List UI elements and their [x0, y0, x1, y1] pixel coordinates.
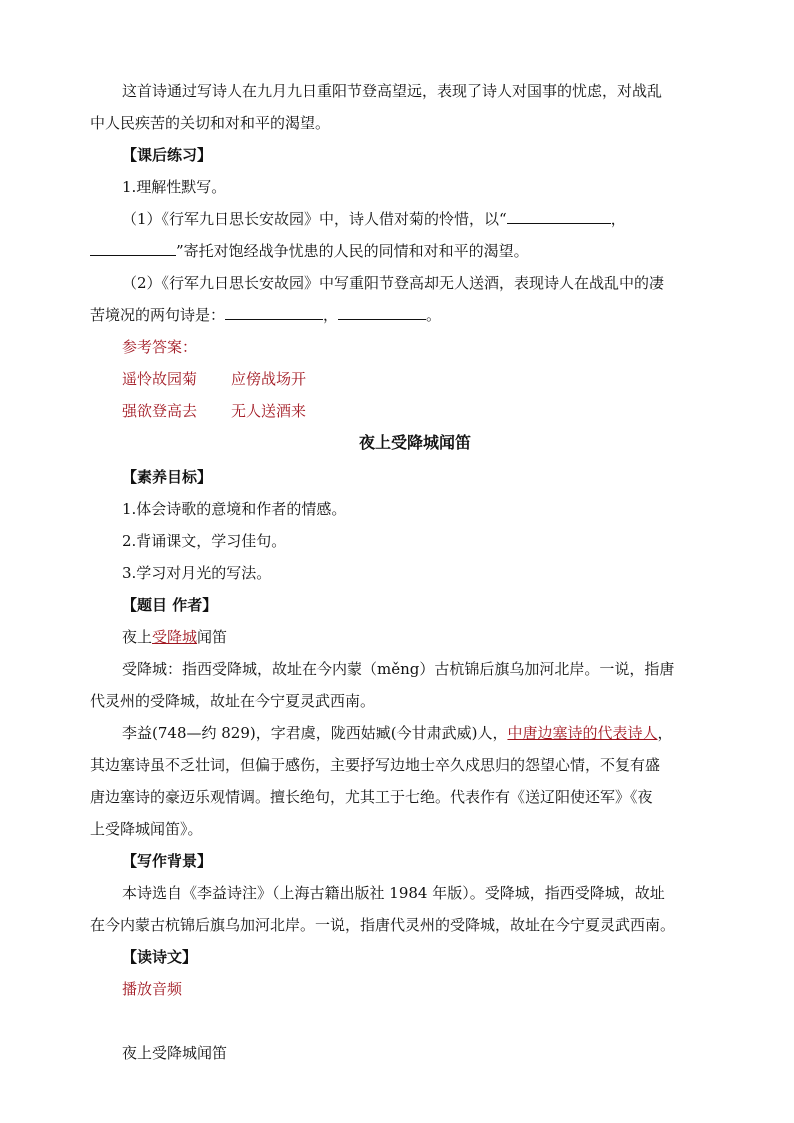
intro-line-1: 这首诗通过写诗人在九月九日重阳节登高望远，表现了诗人对国事的忧虑，对战乱: [122, 82, 663, 100]
answer-text: 遥怜故园菊: [122, 370, 198, 388]
background-line-2: 在今内蒙古杭锦后旗乌加河北岸。一说，指唐代灵州的受降城，故址在今宁夏灵武西南。: [90, 916, 676, 934]
exercise-question-title: 1.理解性默写。: [122, 178, 227, 196]
goal-item: 1.体会诗歌的意境和作者的情感。: [122, 500, 347, 518]
play-audio-link[interactable]: 播放音频: [122, 980, 183, 998]
question-1-text-c: ”寄托对饱经战争忧患的人民的同情和对和平的渴望。: [176, 242, 529, 260]
author-line-3: 唐边塞诗的豪迈乐观情调。擅长绝句，尤其工于七绝。代表作有《送辽阳使还军》《夜: [90, 788, 653, 806]
poem-title-repeat: 夜上受降城闻笛: [122, 1044, 228, 1062]
author-line-4: 上受降城闻笛》。: [90, 820, 203, 838]
shouxiangcheng-link[interactable]: 受降城: [152, 628, 198, 646]
intro-line-2: 中人民疾苦的关切和对和平的渴望。: [90, 114, 331, 132]
answer-blank-1[interactable]: [507, 209, 611, 224]
answer-label: 参考答案：: [122, 338, 198, 356]
background-heading: 【写作背景】: [122, 852, 213, 870]
question-1-line-1: [122, 208, 710, 230]
author-line-2: 其边塞诗虽不乏壮词，但偏于感伤，主要抒写边地士卒久戍思归的怨望心情，不复有盛: [90, 756, 661, 774]
author-comma: ，: [657, 724, 673, 742]
title-prefix: 夜上: [122, 628, 153, 646]
author-text: 李益(748—约 829)，字君虞，陇西姑臧(今甘肃武威)人，: [122, 724, 508, 742]
poem-title-line: [122, 626, 710, 648]
answer-row-2: [122, 400, 710, 422]
answer-blank-3[interactable]: [225, 305, 323, 320]
question-1-line-2: [90, 240, 710, 262]
answer-blank-2[interactable]: [90, 241, 176, 256]
place-line-1: 受降城：指西受降城，故址在今内蒙（měng）古杭锦后旗乌加河北岸。一说，指唐: [122, 660, 675, 678]
poem-title: 夜上受降城闻笛: [358, 433, 471, 452]
question-2-line-1: （2）《行军九日思长安故园》中写重阳节登高却无人送酒，表现诗人在战乱中的凄: [122, 274, 665, 292]
goal-item: 2.背诵课文，学习佳句。: [122, 532, 287, 550]
author-line-1: [122, 722, 710, 744]
goal-item: 3.学习对月光的写法。: [122, 564, 272, 582]
place-line-2: 代灵州的受降城，故址在今宁夏灵武西南。: [90, 692, 376, 710]
answer-text: 无人送酒来: [231, 402, 307, 420]
answer-blank-4[interactable]: [338, 305, 426, 320]
question-2-comma: ，: [323, 306, 339, 324]
frontier-poet-link[interactable]: 中唐边塞诗的代表诗人: [507, 724, 658, 742]
question-2-period: 。: [426, 306, 442, 324]
author-heading: 【题目 作者】: [122, 596, 218, 614]
answer-text: 应傍战场开: [231, 370, 307, 388]
answer-text: 强欲登高去: [122, 402, 198, 420]
goals-heading: 【素养目标】: [122, 468, 213, 486]
title-suffix: 闻笛: [197, 628, 228, 646]
read-heading: 【读诗文】: [122, 948, 198, 966]
question-2-text-b: 苦境况的两句诗是：: [90, 306, 226, 324]
question-2-line-2: [90, 304, 710, 326]
background-line-1: 本诗选自《李益诗注》（上海古籍出版社 1984 年版）。受降城，指西受降城，故址: [122, 884, 665, 902]
exercise-heading: 【课后练习】: [122, 146, 213, 164]
question-1-comma: ，: [610, 210, 626, 228]
answer-row-1: [122, 368, 710, 390]
question-1-text-a: （1）《行军九日思长安故园》中，诗人借对菊的怜惜，以“: [122, 210, 507, 228]
